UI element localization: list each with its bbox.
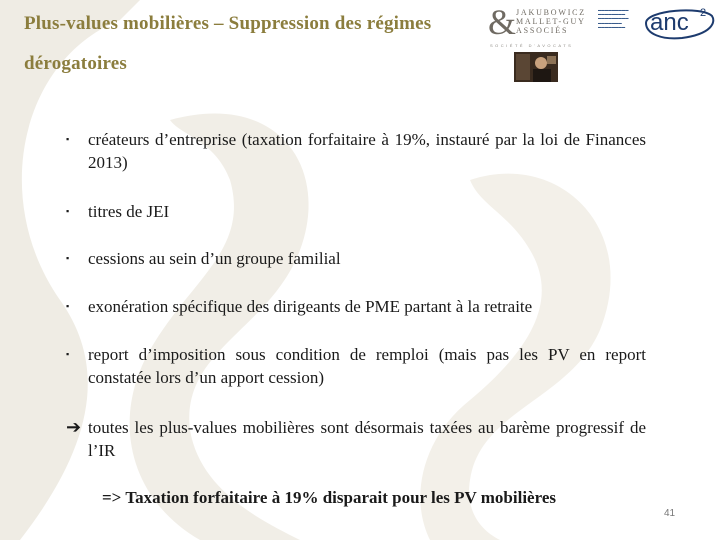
list-item (66, 247, 646, 270)
bullet-marker-icon: ▪ (66, 134, 70, 144)
office-photo-image (514, 52, 558, 82)
logo-name-line-3: ASSOCIÉS (516, 26, 569, 35)
bullet-text: créateurs d’entreprise (taxation forfaitaire à 19%, instauré par la loi de Finances 2013) (88, 130, 646, 172)
jakubowicz-mallet-guy-logo (488, 4, 596, 48)
bullet-marker-icon: ▪ (66, 253, 70, 263)
logo-name-line-2: MALLET-GUY (516, 17, 586, 26)
page-number: 41 (664, 508, 676, 519)
anc-logo-word: anc (650, 9, 689, 36)
list-item (66, 295, 646, 318)
list-item (66, 128, 646, 174)
anc-logo-small-text: ▬▬▬▬▬▬▬▬▬ ▬▬▬▬▬▬▬▬ ▬▬▬▬▬▬▬▬▬ ▬▬▬▬▬▬▬ ▬▬▬▬▬▬▬▬ (598, 8, 629, 29)
bullet-marker-icon: ▪ (66, 206, 70, 216)
anc-logo-superscript: 2 (700, 7, 707, 19)
bullet-text: cessions au sein d’un groupe familial (88, 249, 341, 268)
anc-logo (642, 6, 716, 40)
bullet-text: exonération spécifique des dirigeants de PME partant à la retraite (88, 297, 533, 316)
logo-firm-names (516, 8, 586, 35)
bullet-text: titres de JEI (88, 202, 170, 221)
slide-title: Plus-values mobilières – Suppression des régimes dérogatoires (24, 13, 432, 74)
logo-ampersand: & (488, 2, 517, 42)
list-item (66, 200, 646, 223)
conclusion-paragraph (66, 416, 646, 462)
bullet-text: report d’imposition sous condition de remploi (mais pas les PV en report constatée lors d’un apport cession) (88, 345, 646, 387)
logo-name-line-1: JAKUBOWICZ (516, 8, 586, 17)
list-item (66, 343, 646, 389)
conclusion-text: toutes les plus-values mobilières sont désormais taxées au barème progressif de l’IR (88, 418, 646, 460)
logo-tagline: SOCIÉTÉ D'AVOCATS (490, 43, 574, 48)
bullet-marker-icon: ▪ (66, 349, 70, 359)
right-arrow-icon: ➔ (66, 417, 82, 437)
bullet-marker-icon: ▪ (66, 301, 70, 311)
final-statement: => Taxation forfaitaire à 19% disparait pour les PV mobilières (102, 488, 556, 507)
